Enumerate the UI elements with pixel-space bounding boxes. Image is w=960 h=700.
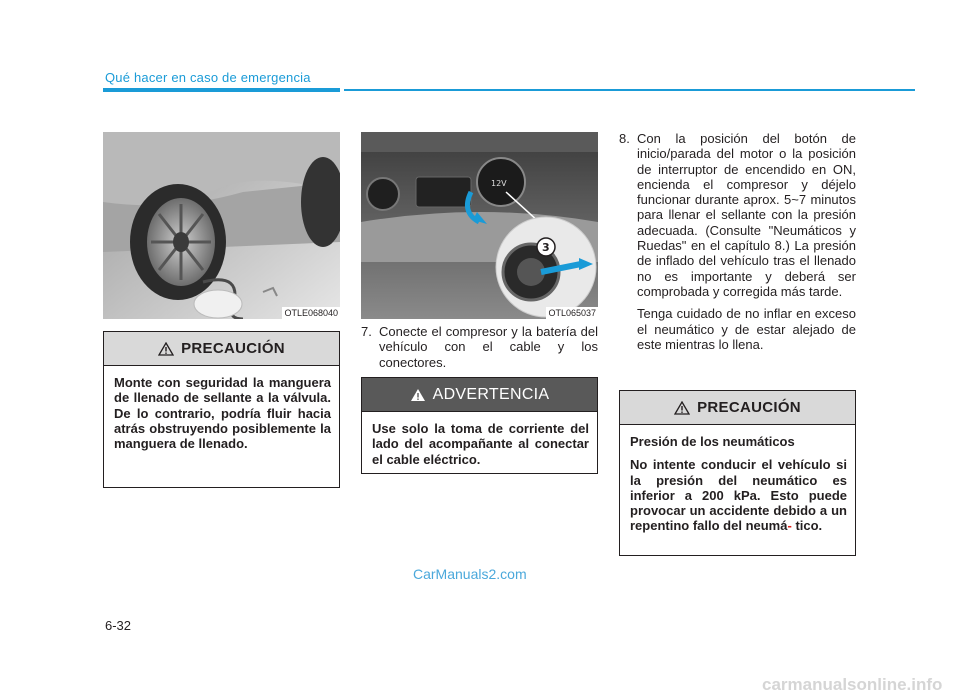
warning-header (362, 378, 597, 412)
warning-text: Use solo la toma de corriente del lado del acompañante al conectar el cable eléctrico. (372, 421, 589, 467)
left-image-code: OTLE068040 (284, 308, 338, 318)
callout-number: 3 (542, 241, 550, 254)
step-7 (361, 324, 598, 370)
step-8 (619, 131, 856, 352)
caution-text (630, 457, 847, 533)
caution-box-left (103, 331, 340, 488)
caution-hyphen: - (787, 518, 792, 534)
step-7-text: Conecte el compresor y la batería del vehículo con el cable y los conectores. (379, 324, 598, 370)
header-rule-thick (103, 88, 340, 92)
caution-text: Monte con seguridad la manguera de llenado de sellante a la válvula. De lo contrario, podría fluir hacia atrás obstruyendo posiblemente la manguera de llenado. (114, 375, 331, 452)
page-number: 6-32 (105, 618, 132, 633)
caution-header (620, 391, 855, 425)
step-8-text: Con la posición del botón de inicio/parada del motor o la posición de interruptor de encendido en ON, encienda el compresor y déjelo funcionar durante aprox. 5~7 minutos para llenar el sellante con la presión adecuada. (Consulte "Neumáticos y Ruedas" en el capítulo 8.) La presión de inflado del vehículo tras el llenado no es importante y deberá ser comprobada y corregida más tarde. (637, 131, 856, 299)
warning-triangle-icon (410, 388, 426, 402)
watermark-link[interactable]: CarManuals2.com (413, 566, 527, 582)
warning-triangle-icon (674, 401, 690, 415)
site-watermark: carmanualsonline.info (762, 675, 943, 694)
warning-title: ADVERTENCIA (432, 385, 550, 403)
step-8-number: 8. (619, 131, 630, 146)
step-8-note: Tenga cuidado de no inflar en exceso el neumático y de estar alejado de este mientras lo llena. (637, 306, 856, 352)
caution-text-end: tico. (795, 518, 823, 534)
tire-sealant-photo (103, 132, 340, 319)
caution-text-main: No intente conducir el vehículo si la presión del neumático es inferior a 200 kPa. Esto puede provocar un accidente debido a un repentino fallo del neumá (630, 457, 847, 534)
caution-box-right (619, 390, 856, 556)
warning-triangle-icon (158, 342, 174, 356)
socket-label: 12V (491, 179, 507, 188)
caution-header (104, 332, 339, 366)
section-title: Qué hacer en caso de emergencia (105, 70, 311, 85)
warning-box (361, 377, 598, 474)
caution-subtitle: Presión de los neumáticos (630, 434, 795, 449)
middle-image-code: OTL065037 (548, 308, 596, 318)
power-outlet-photo (361, 132, 598, 319)
caution-title: PRECAUCIÓN (697, 399, 801, 416)
header-rule-thin (344, 89, 915, 91)
caution-title: PRECAUCIÓN (181, 340, 285, 357)
step-7-number: 7. (361, 324, 372, 339)
